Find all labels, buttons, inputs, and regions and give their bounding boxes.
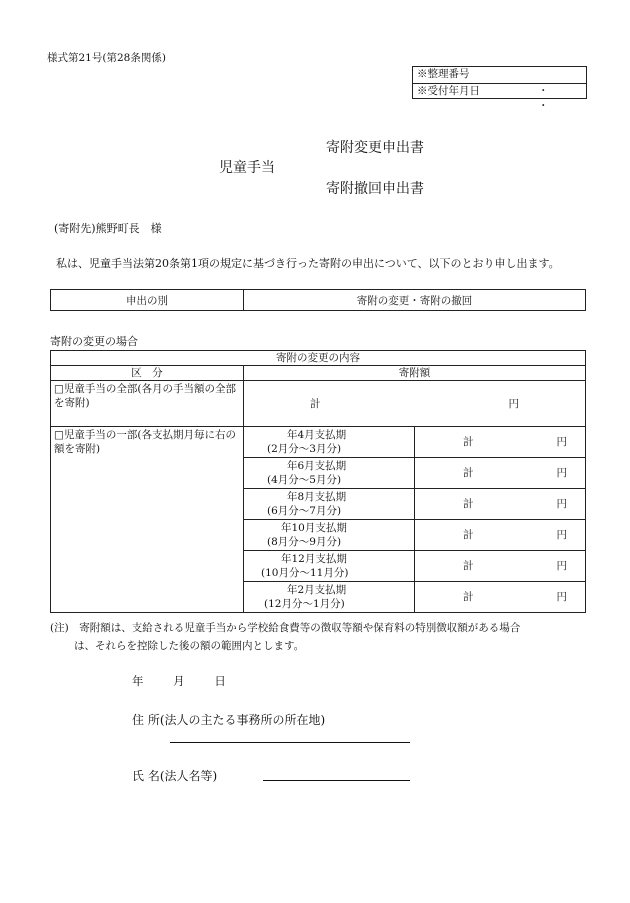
title-prefix: 児童手当 <box>219 160 275 176</box>
full-donation-label[interactable]: □児童手当の全部(各月の手当額の全部を寄附) <box>51 381 244 427</box>
change-table-header: 寄附の変更の内容 <box>51 351 586 366</box>
statement: 私は、児童手当法第20条第1項の規定に基づき行った寄附の申出について、以下のとおり申し出ます。 <box>56 257 560 270</box>
period-range: (10月分～11月分) <box>261 567 349 579</box>
period-range: (6月分～7月分) <box>267 505 342 517</box>
period-yen: 円 <box>556 560 567 572</box>
period-kei: 計 <box>463 529 474 541</box>
period-cell <box>244 582 415 613</box>
period-month: 年4月支払期 <box>287 429 347 441</box>
period-amount[interactable] <box>415 489 586 520</box>
period-cell <box>244 489 415 520</box>
period-cell <box>244 458 415 489</box>
period-amount[interactable] <box>415 520 586 551</box>
date-year: 年 <box>132 674 144 688</box>
change-table <box>50 350 586 613</box>
form-number: 様式第21号(第28条関係) <box>47 52 166 64</box>
period-month: 年8月支払期 <box>287 491 347 503</box>
office-row-date <box>413 83 586 112</box>
partial-donation-label[interactable]: □児童手当の一部(各支払期月毎に右の額を寄附) <box>51 427 244 613</box>
period-cell <box>244 427 415 458</box>
period-month: 年12月支払期 <box>281 553 347 565</box>
note-line-2: は、それらを控除した後の額の範囲内とします。 <box>74 640 305 652</box>
period-kei: 計 <box>463 498 474 510</box>
office-use-box <box>412 66 587 112</box>
date-day: 日 <box>214 674 226 688</box>
period-yen: 円 <box>556 529 567 541</box>
date-line[interactable] <box>132 673 252 689</box>
period-amount[interactable] <box>415 458 586 489</box>
full-donation-amount[interactable] <box>244 381 586 427</box>
period-yen: 円 <box>556 467 567 479</box>
addressee: (寄附先)熊野町長 様 <box>54 222 162 235</box>
period-cell <box>244 520 415 551</box>
address-underline[interactable] <box>170 742 410 743</box>
period-range: (8月分～9月分) <box>267 536 342 548</box>
change-section-caption: 寄附の変更の場合 <box>50 335 138 348</box>
period-amount[interactable] <box>415 582 586 613</box>
office-date-dots: ・ ・ <box>538 85 563 112</box>
period-range: (2月分～3月分) <box>267 443 342 455</box>
full-kei: 計 <box>310 397 321 410</box>
office-date-label: ※受付年月日 <box>417 85 480 97</box>
full-yen: 円 <box>508 397 519 410</box>
period-kei: 計 <box>463 560 474 572</box>
period-yen: 円 <box>556 591 567 603</box>
office-number-label: ※整理番号 <box>417 68 470 80</box>
period-yen: 円 <box>556 498 567 510</box>
title-change: 寄附変更申出書 <box>326 140 424 156</box>
period-kei: 計 <box>463 591 474 603</box>
col-amount-header: 寄附額 <box>244 366 586 381</box>
address-label: 住 所(法人の主たる事務所の所在地) <box>132 713 326 727</box>
note-line-1: (注) 寄附額は、支給される児童手当から学校給食費等の徴収等額や保育料の特別徴収額がある場合 <box>50 622 521 634</box>
period-yen: 円 <box>556 436 567 448</box>
period-amount[interactable] <box>415 427 586 458</box>
request-type-value[interactable]: 寄附の変更・寄附の撤回 <box>244 290 586 311</box>
col-category-header: 区 分 <box>51 366 244 381</box>
period-range: (4月分～5月分) <box>267 474 342 486</box>
date-month: 月 <box>173 674 185 688</box>
period-kei: 計 <box>463 467 474 479</box>
request-type-table <box>50 289 586 311</box>
office-row-number <box>413 67 586 83</box>
title-withdraw: 寄附撤回申出書 <box>326 181 424 197</box>
period-month: 年6月支払期 <box>287 460 347 472</box>
name-underline[interactable] <box>263 780 410 781</box>
period-cell <box>244 551 415 582</box>
request-type-label: 申出の別 <box>51 290 244 311</box>
period-month: 年2月支払期 <box>287 584 347 596</box>
period-kei: 計 <box>463 436 474 448</box>
name-label: 氏 名(法人名等) <box>132 769 218 783</box>
period-range: (12月分～1月分) <box>264 598 345 610</box>
period-amount[interactable] <box>415 551 586 582</box>
period-month: 年10月支払期 <box>281 522 347 534</box>
